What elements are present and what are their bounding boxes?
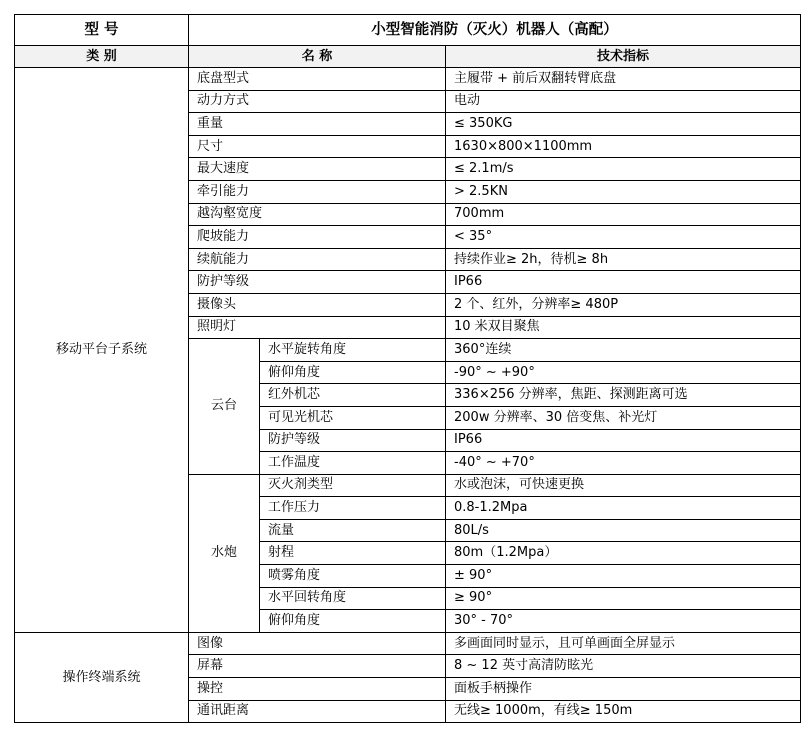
header-spec: 技术指标 (446, 46, 801, 68)
table-row (15, 632, 801, 655)
spec-name: 操控 (189, 678, 446, 701)
spec-value: > 2.5KN (446, 180, 801, 203)
spec-name: 屏幕 (189, 655, 446, 678)
spec-name: 工作温度 (260, 452, 446, 475)
spec-name: 爬坡能力 (189, 226, 446, 249)
spec-value: < 35° (446, 226, 801, 249)
spec-name: 喷雾角度 (260, 565, 446, 588)
spec-name: 红外机芯 (260, 384, 446, 407)
spec-value: 8 ~ 12 英寸高清防眩光 (446, 655, 801, 678)
spec-name: 射程 (260, 542, 446, 565)
spec-value: 持续作业≥ 2h，待机≥ 8h (446, 248, 801, 271)
spec-value: 多画面同时显示，且可单画面全屏显示 (446, 632, 801, 655)
spec-name: 水平回转角度 (260, 587, 446, 610)
spec-value: 1630×800×1100mm (446, 135, 801, 158)
spec-name: 流量 (260, 519, 446, 542)
header-row (15, 46, 801, 68)
spec-name: 图像 (189, 632, 446, 655)
spec-name: 越沟壑宽度 (189, 203, 446, 226)
header-name: 名 称 (189, 46, 446, 68)
spec-name: 俯仰角度 (260, 361, 446, 384)
subgroup-gimbal: 云台 (189, 339, 260, 475)
spec-name: 防护等级 (260, 429, 446, 452)
spec-name: 最大速度 (189, 158, 446, 181)
spec-value: 200w 分辨率、30 倍变焦、补光灯 (446, 406, 801, 429)
subgroup-cannon: 水炮 (189, 474, 260, 632)
spec-value: 水或泡沫，可快速更换 (446, 474, 801, 497)
spec-name: 续航能力 (189, 248, 446, 271)
spec-value: 2 个、红外，分辨率≥ 480P (446, 293, 801, 316)
header-category: 类 别 (15, 46, 189, 68)
model-label: 型 号 (15, 15, 189, 46)
category-operation-terminal: 操作终端系统 (15, 632, 189, 722)
spec-name: 通讯距离 (189, 700, 446, 723)
spec-name: 照明灯 (189, 316, 446, 339)
spec-table (14, 14, 801, 723)
model-name: 小型智能消防（灭火）机器人（高配） (189, 15, 801, 46)
spec-value: 电动 (446, 90, 801, 113)
spec-value: ≤ 2.1m/s (446, 158, 801, 181)
spec-name: 水平旋转角度 (260, 339, 446, 362)
spec-value: 700mm (446, 203, 801, 226)
spec-value: ± 90° (446, 565, 801, 588)
title-row (15, 15, 801, 46)
spec-value: -40° ~ +70° (446, 452, 801, 475)
spec-name: 摄像头 (189, 293, 446, 316)
spec-name: 牵引能力 (189, 180, 446, 203)
spec-name: 尺寸 (189, 135, 446, 158)
spec-name: 底盘型式 (189, 68, 446, 91)
category-mobile-platform: 移动平台子系统 (15, 68, 189, 633)
spec-value: 0.8-1.2Mpa (446, 497, 801, 520)
table-row (15, 68, 801, 91)
spec-value: IP66 (446, 271, 801, 294)
spec-value: 80L/s (446, 519, 801, 542)
spec-value: 80m（1.2Mpa） (446, 542, 801, 565)
spec-value: ≤ 350KG (446, 113, 801, 136)
spec-name: 工作压力 (260, 497, 446, 520)
spec-value: 面板手柄操作 (446, 678, 801, 701)
spec-value: 30° - 70° (446, 610, 801, 633)
spec-name: 俯仰角度 (260, 610, 446, 633)
spec-value: ≥ 90° (446, 587, 801, 610)
spec-name: 灭火剂类型 (260, 474, 446, 497)
spec-value: 10 米双目聚焦 (446, 316, 801, 339)
spec-value: 无线≥ 1000m，有线≥ 150m (446, 700, 801, 723)
spec-value: 336×256 分辨率，焦距、探测距离可选 (446, 384, 801, 407)
spec-name: 动力方式 (189, 90, 446, 113)
spec-value: IP66 (446, 429, 801, 452)
spec-name: 可见光机芯 (260, 406, 446, 429)
spec-name: 防护等级 (189, 271, 446, 294)
spec-value: 主履带 + 前后双翻转臂底盘 (446, 68, 801, 91)
spec-name: 重量 (189, 113, 446, 136)
spec-value: 360°连续 (446, 339, 801, 362)
spec-value: -90° ~ +90° (446, 361, 801, 384)
